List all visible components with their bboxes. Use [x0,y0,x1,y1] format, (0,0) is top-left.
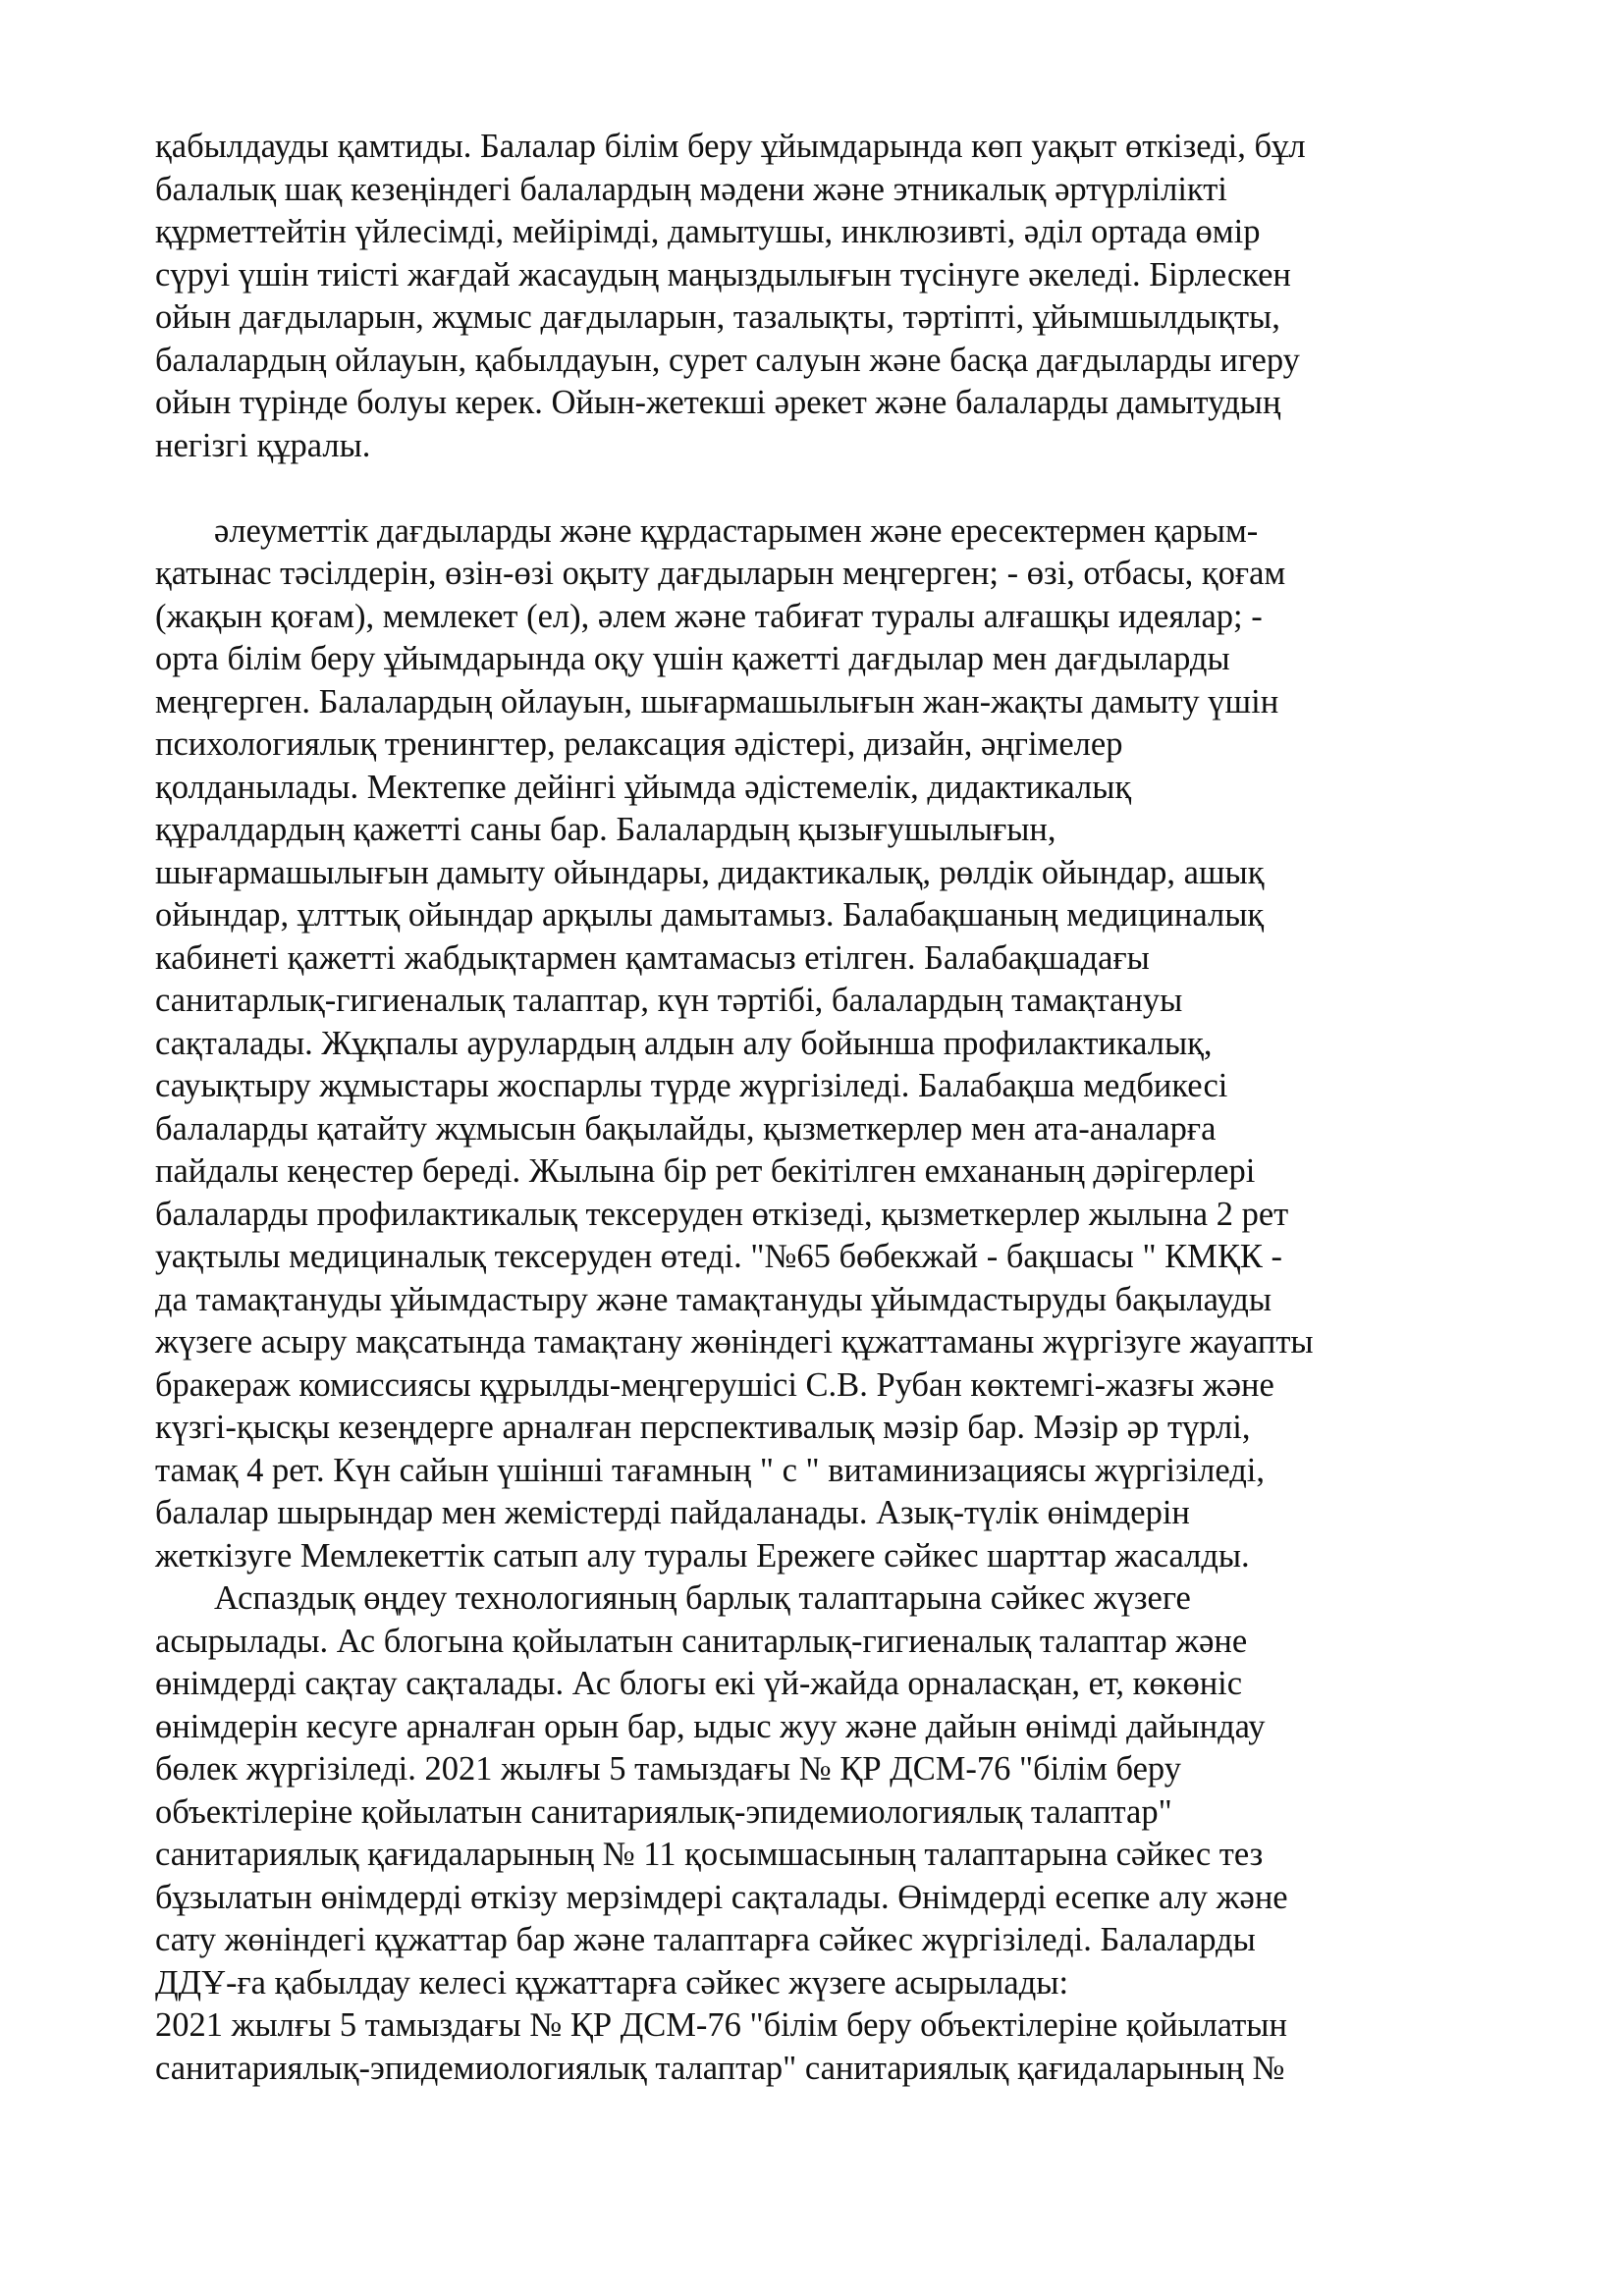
paragraph [155,2004,1490,2090]
text-line: асырылады. Ас блогына қойылатын санитарлық-гигиеналық талаптар және [155,1622,1248,1660]
text-line: қабылдауды қамтиды. Балалар білім беру ұйымдарында көп уақыт өткізеді, бұл [155,128,1306,165]
text-line: өнімдерді сақтау сақталады. Ас блогы екі үй-жайда орналасқан, ет, көкөніс [155,1665,1243,1702]
text-line: да тамақтануды ұйымдастыру және тамақтануды ұйымдастыруды бақылауды [155,1280,1272,1318]
text-line: ойын дағдыларын, жұмыс дағдыларын, тазалықты, тәртіпті, ұйымшылдықты, [155,298,1280,336]
text-line: объектілеріне қойылатын санитариялық-эпидемиологиялық талаптар" [155,1792,1172,1831]
paragraph [155,510,1490,1578]
document-body [155,126,1490,2090]
text-line: өнімдерін кесуге арналған орын бар, ыдыс жуу және дайын өнімді дайындау [155,1707,1266,1745]
text-line: сақталады. Жұқпалы аурулардың алдын алу бойынша профилактикалық, [155,1024,1213,1062]
text-line: психологиялық тренингтер, релаксация әдістері, дизайн, әңгімелер [155,725,1123,763]
text-line: жүзеге асыру мақсатында тамақтану жөніндегі құжаттаманы жүргізуге жауапты [155,1323,1314,1361]
text-line: санитарлық-гигиеналық талаптар, күн тәртібі, балалардың тамақтануы [155,982,1183,1019]
text-line: құрметтейтін үйлесімді, мейірімді, дамытушы, инклюзивті, әділ ортада өмір [155,213,1261,250]
text-line: уақтылы медициналық тексеруден өтеді. "№65 бөбекжай - бақшасы " КМҚК - [155,1238,1282,1275]
text-line: күзгі-қысқы кезеңдерге арналған перспективалық мәзір бар. Мәзір әр түрлі, [155,1409,1251,1446]
text-line: жеткізуге Мемлекеттік сатып алу туралы Ережеге сәйкес шарттар жасалды. [155,1536,1250,1575]
text-line: ДДҰ-ға қабылдау келесі құжаттарға сәйкес жүзеге асырылады: [155,1963,1069,2002]
text-line: орта білім беру ұйымдарында оқу үшін қажетті дағдылар мен дағдыларды [155,640,1230,677]
text-line: ойындар, ұлттық ойындар арқылы дамытамыз. Балабақшаның медициналық [155,896,1265,934]
text-line: 2021 жылғы 5 тамыздағы № ҚР ДСМ-76 "білім беру объектілеріне қойылатын [155,2006,1287,2044]
text-line: бөлек жүргізіледі. 2021 жылғы 5 тамыздағы № ҚР ДСМ-76 "білім беру [155,1750,1181,1788]
text-line: балалық шақ кезеңіндегі балалардың мәдени және этникалық әртүрлілікті [155,170,1227,208]
text-line: бұзылатын өнімдерді өткізу мерзімдері сақталады. Өнімдерді есепке алу және [155,1878,1288,1916]
text-line: әлеуметтік дағдыларды және құрдастарымен және ересектермен қарым- [214,511,1259,550]
text-line: шығармашылығын дамыту ойындары, дидактикалық, рөлдік ойындар, ашық [155,853,1265,891]
text-line: негізгі құралы. [155,426,371,464]
text-line: ойын түрінде болуы керек. Ойын-жетекші әрекет және балаларды дамытудың [155,384,1281,421]
text-line: балаларды қатайту жұмысын бақылайды, қызметкерлер мен ата-аналарға [155,1109,1217,1148]
text-line: құралдардың қажетті саны бар. Балалардың қызығушылығын, [155,811,1056,848]
text-line: сауықтыру жұмыстары жоспарлы түрде жүргізіледі. Балабақша медбикесі [155,1067,1228,1104]
text-line: пайдалы кеңестер береді. Жылына бір рет бекітілген емхананың дәрігерлері [155,1152,1256,1190]
text-line: балаларды профилактикалық тексеруден өткізеді, қызметкерлер жылына 2 рет [155,1195,1289,1233]
text-line: кабинеті қажетті жабдықтармен қамтамасыз етілген. Балабақшадағы [155,938,1150,977]
text-line: қатынас тәсілдерін, өзін-өзі оқыту дағдыларын меңгерген; - өзі, отбасы, қоғам [155,555,1286,592]
paragraph [155,126,1490,467]
text-line: (жақын қоғам), мемлекет (ел), әлем және табиғат туралы алғашқы идеялар; - [155,597,1263,635]
paragraph-spacer [155,467,1490,510]
paragraph [155,1577,1490,2004]
text-line: сату жөніндегі құжаттар бар және талаптарға сәйкес жүргізіледі. Балаларды [155,1921,1256,1958]
text-line: Аспаздық өңдеу технологияның барлық талаптарына сәйкес жүзеге [214,1579,1191,1617]
text-line: санитариялық қағидаларының № 11 қосымшасының талаптарына сәйкес тез [155,1836,1264,1873]
text-line: меңгерген. Балалардың ойлауын, шығармашылығын жан-жақты дамыту үшін [155,682,1279,721]
text-line: балалардың ойлауын, қабылдауын, сурет салуын және басқа дағдыларды игеру [155,341,1300,379]
text-line: қолданылады. Мектепке дейінгі ұйымда әдістемелік, дидактикалық [155,768,1132,806]
text-line: бракераж комиссиясы құрылды-меңгерушісі С.В. Рубан көктемгі-жазғы және [155,1365,1274,1404]
text-line: сүруі үшін тиісті жағдай жасаудың маңыздылығын түсінуге әкеледі. Бірлескен [155,255,1291,294]
text-line: балалар шырындар мен жемістерді пайдаланады. Азық-түлік өнімдерін [155,1494,1190,1531]
text-line: тамақ 4 рет. Күн сайын үшінші тағамның " с " витаминизациясы жүргізіледі, [155,1451,1265,1489]
text-line: санитариялық-эпидемиологиялық талаптар" санитариялық қағидаларының № [155,2049,1285,2087]
